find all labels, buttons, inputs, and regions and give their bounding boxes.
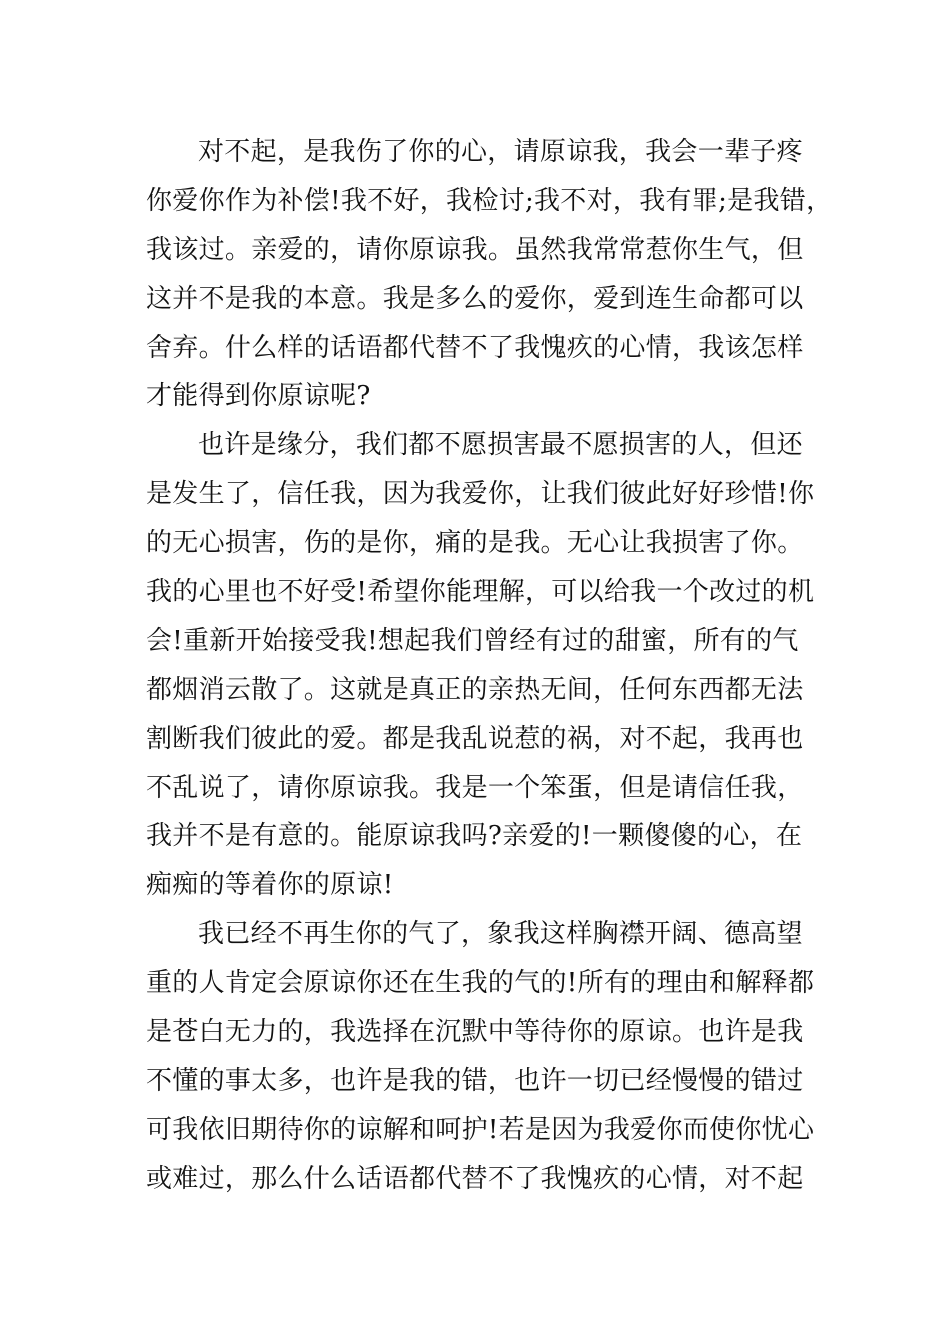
paragraph-1-line-2: 你爱你作为补偿!我不好，我检讨;我不对，我有罪;是我错， bbox=[146, 185, 833, 216]
paragraph-2-line-7: 割断我们彼此的爱。都是我乱说惹的祸，对不起，我再也 bbox=[146, 723, 804, 754]
paragraph-2-line-3: 的无心损害，伤的是你，痛的是我。无心让我损害了你。 bbox=[146, 528, 804, 559]
paragraph-3-line-6: 或难过，那么什么话语都代替不了我愧疚的心情，对不起 bbox=[146, 1163, 804, 1194]
paragraph-2-line-1: 也许是缘分，我们都不愿损害最不愿损害的人，但还 bbox=[198, 430, 803, 461]
paragraph-2-line-8: 不乱说了，请你原谅我。我是一个笨蛋，但是请信任我， bbox=[146, 772, 804, 803]
paragraph-1-line-3: 我该过。亲爱的，请你原谅我。虽然我常常惹你生气，但 bbox=[146, 234, 804, 265]
paragraph-3-line-1: 我已经不再生你的气了，象我这样胸襟开阔、德高望 bbox=[198, 919, 803, 950]
paragraph-2-line-5: 会!重新开始接受我!想起我们曾经有过的甜蜜，所有的气 bbox=[146, 625, 799, 656]
document-body bbox=[146, 128, 833, 1204]
paragraph-3-line-3: 是苍白无力的，我选择在沉默中等待你的原谅。也许是我 bbox=[146, 1017, 804, 1048]
paragraph-2-line-10: 痴痴的等着你的原谅! bbox=[146, 870, 394, 901]
paragraph-2-line-2: 是发生了，信任我，因为我爱你，让我们彼此好好珍惜!你 bbox=[146, 479, 815, 510]
paragraph-1-line-4: 这并不是我的本意。我是多么的爱你，爱到连生命都可以 bbox=[146, 283, 804, 314]
paragraph-3-line-2: 重的人肯定会原谅你还在生我的气的!所有的理由和解释都 bbox=[146, 968, 815, 999]
paragraph-2-line-9: 我并不是有意的。能原谅我吗?亲爱的!一颗傻傻的心，在 bbox=[146, 821, 803, 852]
paragraph-1-line-6: 才能得到你原谅呢? bbox=[146, 381, 371, 412]
paragraph-2-line-6: 都烟消云散了。这就是真正的亲热无间，任何东西都无法 bbox=[146, 674, 804, 705]
paragraph-3-line-4: 不懂的事太多，也许是我的错，也许一切已经慢慢的错过 bbox=[146, 1065, 804, 1096]
paragraph-2-line-4: 我的心里也不好受!希望你能理解，可以给我一个改过的机 bbox=[146, 577, 815, 608]
paragraph-1-line-5: 舍弃。什么样的话语都代替不了我愧疚的心情，我该怎样 bbox=[146, 332, 804, 363]
paragraph-3-line-5: 可我依旧期待你的谅解和呵护!若是因为我爱你而使你忧心 bbox=[146, 1114, 815, 1145]
paragraph-1-line-1: 对不起，是我伤了你的心，请原谅我，我会一辈子疼 bbox=[198, 137, 803, 167]
